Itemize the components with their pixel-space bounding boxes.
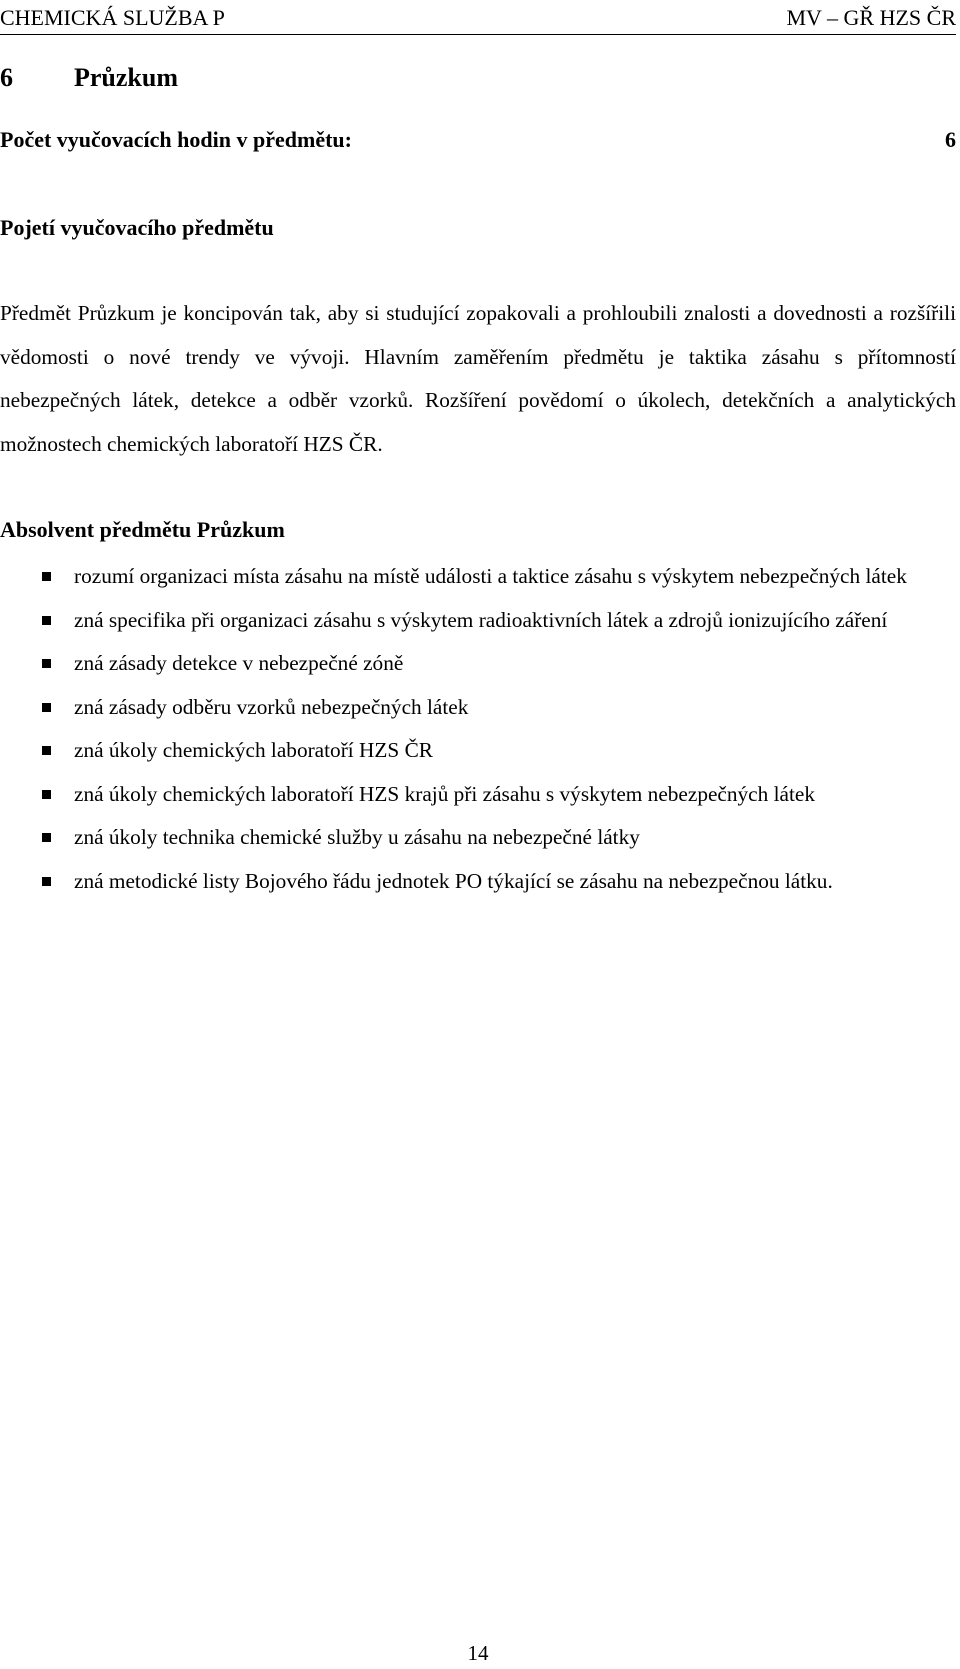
list-item-text: zná zásady detekce v nebezpečné zóně (74, 651, 404, 675)
square-bullet-icon (42, 659, 51, 668)
square-bullet-icon (42, 703, 51, 712)
concept-title: Pojetí vyučovacího předmětu (0, 215, 274, 240)
header-right-text: MV – GŘ HZS ČR (786, 5, 956, 30)
header-left-text: CHEMICKÁ SLUŽBA P (0, 5, 225, 30)
list-item (0, 599, 956, 643)
outcomes-list (0, 555, 956, 903)
list-item (0, 816, 956, 860)
list-item (0, 642, 956, 686)
list-item-text: zná specifika při organizaci zásahu s výskytem radioaktivních látek a zdrojů ionizujícího záření (74, 607, 888, 632)
hours-label: Počet vyučovacích hodin v předmětu: (0, 127, 352, 152)
chapter-number: 6 (0, 63, 13, 92)
chapter-heading (0, 58, 178, 98)
square-bullet-icon (42, 746, 51, 755)
concept-paragraph: Předmět Průzkum je koncipován tak, aby si studující zopakovali a prohloubili znalosti a dovednosti a rozšířili vědomosti o nové trendy ve vývoji. Hlavním zaměřením předmětu je taktika zásahu s přítomností nebezpečných látek, detekce a odběr vzorků. Rozšíření povědomí o úkolech, detekčních a analytických možnostech chemických laboratoří HZS ČR. (0, 301, 956, 456)
page-number: 14 (467, 1641, 489, 1665)
hours-value: 6 (945, 127, 956, 152)
square-bullet-icon (42, 572, 51, 581)
square-bullet-icon (42, 877, 51, 886)
list-item (0, 729, 956, 773)
list-item-text: zná zásady odběru vzorků nebezpečných látek (74, 694, 469, 719)
chapter-title: Průzkum (74, 63, 178, 92)
list-item-text: zná metodické listy Bojového řádu jednotek PO týkající se zásahu na nebezpečnou látku. (74, 868, 833, 893)
list-item-text: zná úkoly technika chemické služby u zásahu na nebezpečné látky (74, 825, 640, 849)
list-item-text: zná úkoly chemických laboratoří HZS krajů při zásahu s výskytem nebezpečných látek (74, 781, 815, 806)
page-header (0, 2, 956, 35)
list-item (0, 686, 956, 730)
list-item (0, 773, 956, 817)
list-item-text: rozumí organizaci místa zásahu na místě události a taktice zásahu s výskytem nebezpečných látek (74, 564, 907, 588)
list-item (0, 555, 956, 599)
list-item (0, 860, 956, 904)
square-bullet-icon (42, 790, 51, 799)
square-bullet-icon (42, 833, 51, 842)
outcomes-title: Absolvent předmětu Průzkum (0, 517, 285, 542)
square-bullet-icon (42, 616, 51, 625)
list-item-text: zná úkoly chemických laboratoří HZS ČR (74, 738, 434, 762)
